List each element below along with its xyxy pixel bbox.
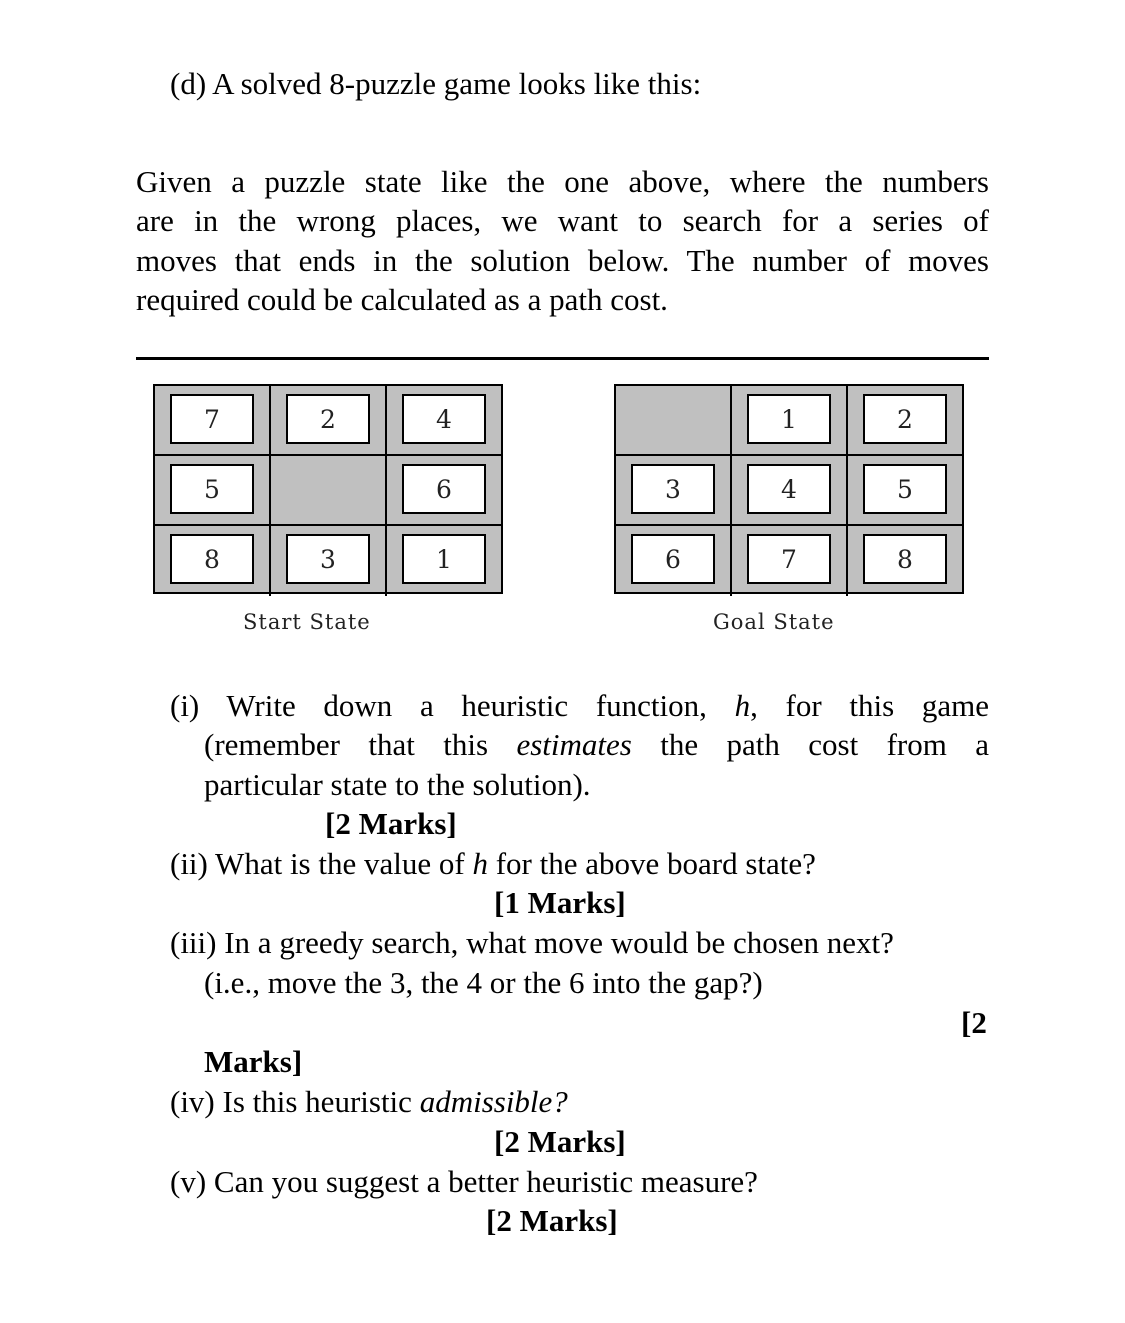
goal-empty-cell [616, 386, 732, 456]
goal-cell-4 [616, 456, 732, 526]
goal-state-board [614, 384, 964, 594]
question-1-line-2 [204, 725, 989, 764]
start-cell-8 [271, 526, 387, 596]
goal-cell-7 [616, 526, 732, 596]
goal-tile: 3 [631, 464, 715, 514]
goal-cell-5 [732, 456, 848, 526]
start-cell-6 [387, 456, 503, 526]
start-tile: 1 [402, 534, 486, 584]
goal-tile: 7 [747, 534, 831, 584]
intro-paragraph-line-1: Given a puzzle state like the one above, where the numbers [136, 164, 989, 199]
question-1-var-h: h [734, 688, 751, 723]
start-cell-9 [387, 526, 503, 596]
question-3-marks-part-1: [2 [961, 1005, 987, 1040]
horizontal-rule [136, 357, 989, 360]
goal-tile: 5 [863, 464, 947, 514]
question-5-marks: [2 Marks] [486, 1203, 618, 1238]
question-1-text-a: (i) Write down a heuristic function, [170, 688, 735, 723]
question-2-text [170, 844, 816, 883]
question-2-text-a: (ii) What is the value of [170, 846, 473, 881]
start-cell-7 [155, 526, 271, 596]
question-2-var-h: h [472, 846, 488, 881]
goal-tile: 6 [631, 534, 715, 584]
start-tile: 8 [170, 534, 254, 584]
goal-cell-6 [848, 456, 964, 526]
start-tile: 4 [402, 394, 486, 444]
question-4-marks: [2 Marks] [494, 1124, 626, 1159]
intro-paragraph-line-3: moves that ends in the solution below. The number of moves [136, 243, 989, 278]
question-1-line-1 [170, 686, 989, 725]
goal-cell-9 [848, 526, 964, 596]
question-1-line-2-b: the path cost from a [631, 727, 989, 762]
start-cell-2 [271, 386, 387, 456]
question-heading: (d) A solved 8-puzzle game looks like this: [170, 66, 702, 101]
start-tile: 7 [170, 394, 254, 444]
goal-state-caption: Goal State [713, 610, 835, 634]
question-1-line-2-emphasis: estimates [516, 727, 632, 762]
start-empty-cell [271, 456, 387, 526]
question-4-emphasis: admissible? [419, 1084, 568, 1119]
question-4-text [170, 1082, 568, 1121]
question-2-text-b: for the above board state? [487, 846, 816, 881]
goal-tile: 4 [747, 464, 831, 514]
intro-paragraph-line-2: are in the wrong places, we want to search for a series of [136, 203, 989, 238]
question-1-line-3: particular state to the solution). [204, 767, 591, 802]
question-5-text: (v) Can you suggest a better heuristic measure? [170, 1164, 758, 1199]
goal-tile: 8 [863, 534, 947, 584]
question-1-text-b: , for this game [750, 688, 989, 723]
question-3-line-1: (iii) In a greedy search, what move would be chosen next? [170, 925, 894, 960]
start-cell-1 [155, 386, 271, 456]
start-cell-4 [155, 456, 271, 526]
goal-tile: 1 [747, 394, 831, 444]
question-3-line-2: (i.e., move the 3, the 4 or the 6 into the gap?) [204, 965, 763, 1000]
question-3-marks-part-2: Marks] [204, 1044, 303, 1079]
question-2-marks: [1 Marks] [494, 885, 626, 920]
start-tile: 5 [170, 464, 254, 514]
start-tile: 6 [402, 464, 486, 514]
start-state-caption: Start State [243, 610, 371, 634]
question-1-marks: [2 Marks] [325, 806, 457, 841]
start-cell-3 [387, 386, 503, 456]
intro-paragraph-line-4: required could be calculated as a path cost. [136, 282, 668, 317]
question-1-line-2-a: (remember that this [204, 727, 517, 762]
start-tile: 2 [286, 394, 370, 444]
goal-cell-2 [732, 386, 848, 456]
start-state-board [153, 384, 503, 594]
goal-cell-8 [732, 526, 848, 596]
goal-tile: 2 [863, 394, 947, 444]
goal-cell-3 [848, 386, 964, 456]
question-4-text-a: (iv) Is this heuristic [170, 1084, 420, 1119]
start-tile: 3 [286, 534, 370, 584]
